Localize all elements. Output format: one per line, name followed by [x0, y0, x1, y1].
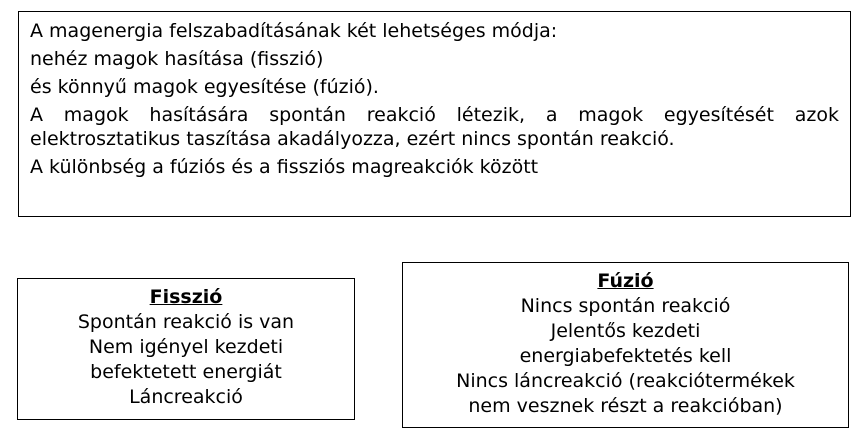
intro-line-5: A különbség a fúziós és a fissziós magreakciók között	[30, 156, 539, 178]
fusion-row: Nincs spontán reakció	[520, 295, 731, 317]
fission-title: Fisszió	[149, 286, 223, 308]
fission-row: befektetett energiát	[90, 361, 282, 383]
intro-line-1: A magenergia felszabadításának két lehetséges módja:	[30, 20, 558, 42]
fission-row: Láncreakció	[129, 386, 243, 408]
fusion-title: Fúzió	[597, 270, 654, 292]
fission-row: Spontán reakció is van	[77, 311, 295, 333]
intro-paragraph: A magok hasítására spontán reakció létezik, a magok egyesítését azok elektrosztatikus taszítása akadályozza, ezért nincs spontán reakció.	[30, 104, 839, 150]
fusion-row: energiabefektetés kell	[519, 345, 732, 367]
fusion-row: Nincs láncreakció (reakciótermékek	[456, 370, 795, 392]
fusion-row: Jelentős kezdeti	[550, 320, 701, 342]
fission-box	[17, 278, 355, 420]
intro-line-3: és könnyű magok egyesítése (fúzió).	[30, 76, 379, 98]
fusion-row: nem vesznek részt a reakcióban)	[468, 395, 783, 417]
intro-text-box	[18, 11, 851, 217]
fusion-box	[402, 262, 849, 428]
fission-row: Nem igényel kezdeti	[88, 336, 284, 358]
intro-line-2: nehéz magok hasítása (fisszió)	[30, 48, 324, 70]
